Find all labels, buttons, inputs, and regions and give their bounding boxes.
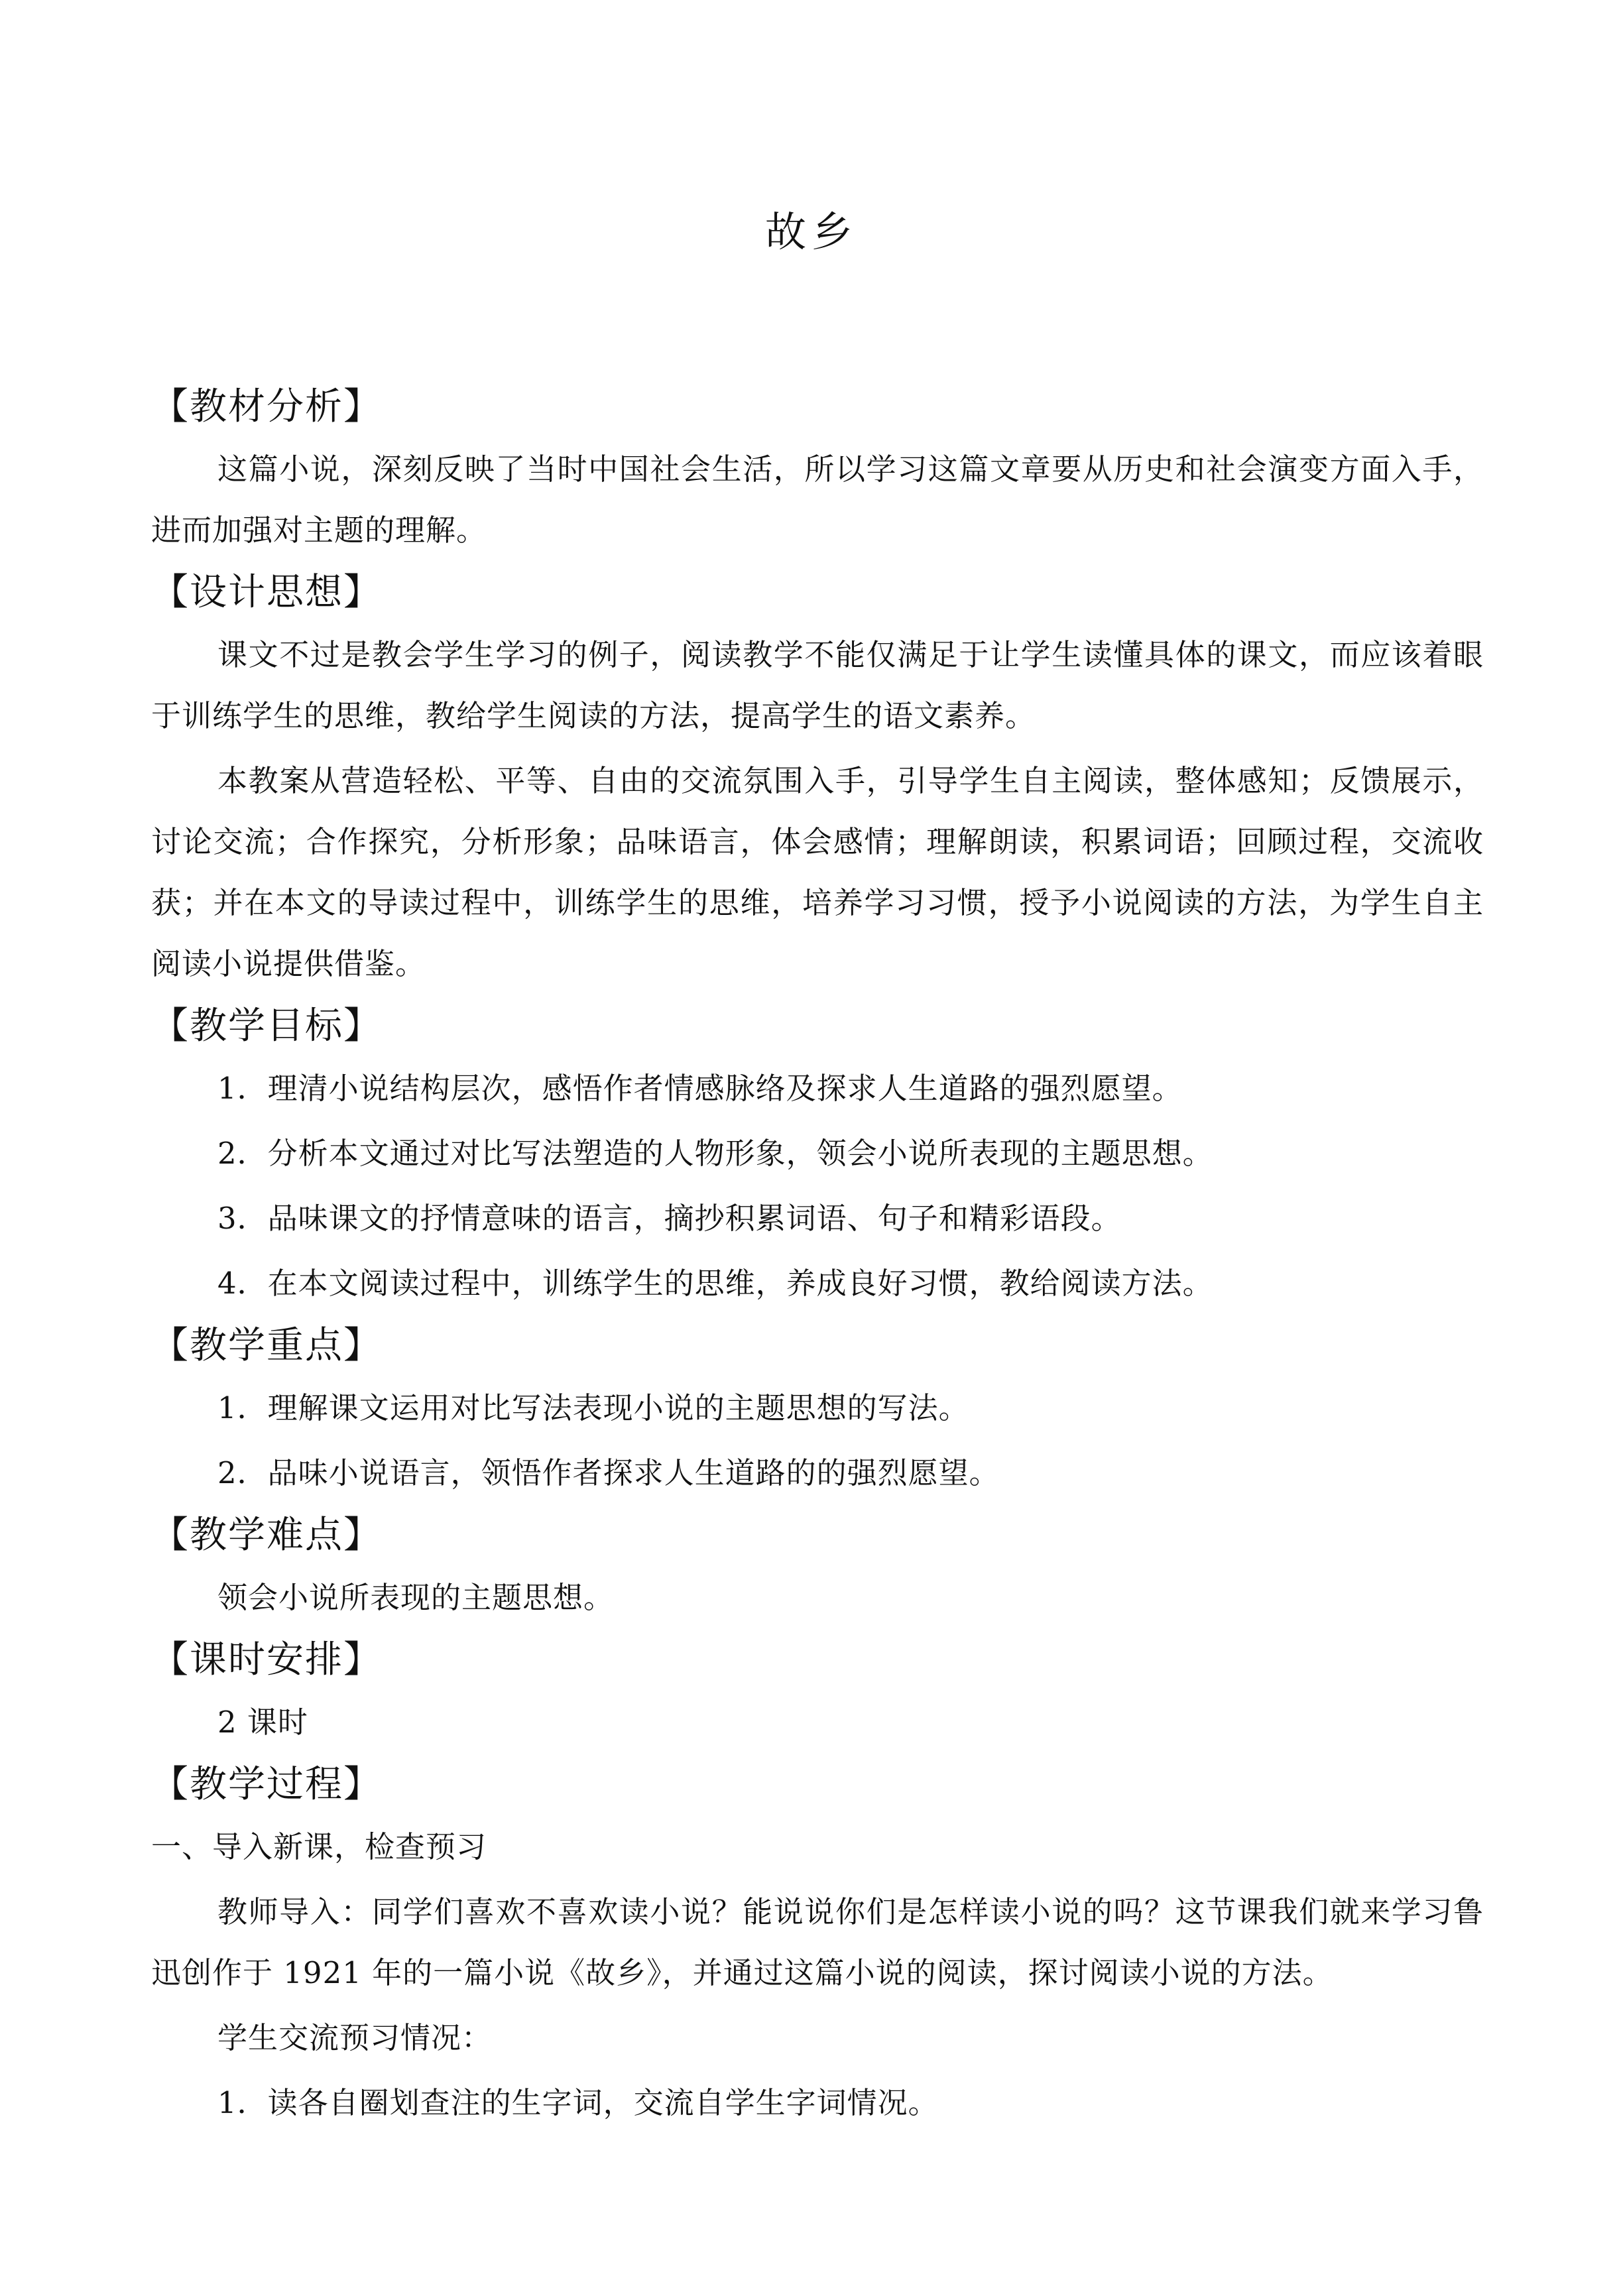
paragraph: 学生交流预习情况： [217,2020,493,2055]
paragraph: 本教案从营造轻松、平等、自由的交流氛围入手，引导学生自主阅读，整体感知；反馈展示，讨论交流；合作探究，分析形象；品味语言，体会感情；理解朗读，积累词语；回顾过程，交流收获；并在本文的导读过程中，训练学生的思维，培养学习习惯，授予小说阅读的方法，为学生自主阅读小说提供借鉴。 [151,763,1484,981]
section-goals [151,998,1484,1314]
section-schedule [151,1632,1484,1753]
section-heading: 【教学目标】 [151,1004,382,1048]
list-item: 1．理解课文运用对比写法表现小说的主题思想的写法。 [217,1390,969,1425]
section-key-points [151,1318,1484,1504]
paragraph: 这篇小说，深刻反映了当时中国社会生活，所以学习这篇文章要从历史和社会演变方面入手，进而加强对主题的理解。 [151,452,1484,548]
paragraph: 课文不过是教会学生学习的例子，阅读教学不能仅满足于让学生读懂具体的课文，而应该着眼于训练学生的思维，教给学生阅读的方法，提高学生的语文素养。 [151,637,1484,733]
section-heading: 【教学过程】 [151,1763,382,1806]
section-design-idea [151,565,1484,995]
section-textbook-analysis [151,379,1484,561]
section-difficulties [151,1508,1484,1628]
step-heading: 一、导入新课，检查预习 [151,1829,487,1864]
document-body [151,379,1484,2138]
paragraph: 2 课时 [217,1705,308,1740]
section-heading: 【课时安排】 [151,1638,382,1681]
list-item: 2．分析本文通过对比写法塑造的人物形象，领会小说所表现的主题思想。 [217,1136,1213,1171]
section-heading: 【设计思想】 [151,571,382,614]
document-title: 故乡 [764,208,858,256]
list-item: 1．读各自圈划查注的生字词，交流自学生字词情况。 [217,2085,939,2120]
list-item: 2．品味小说语言，领悟作者探求人生道路的的强烈愿望。 [217,1455,1000,1490]
list-item: 1．理清小说结构层次，感悟作者情感脉络及探求人生道路的强烈愿望。 [217,1071,1183,1106]
section-heading: 【教学重点】 [151,1324,382,1367]
list-item: 3．品味课文的抒情意味的语言，摘抄积累词语、句子和精彩语段。 [217,1201,1122,1236]
section-heading: 【教材分析】 [151,385,382,428]
paragraph: 教师导入：同学们喜欢不喜欢读小说？能说说你们是怎样读小说的吗？这节课我们就来学习鲁迅创作于 1921 年的一篇小说《故乡》，并通过这篇小说的阅读，探讨阅读小说的方法。 [151,1894,1484,1990]
section-process [151,1757,1484,2134]
paragraph: 领会小说所表现的主题思想。 [217,1580,615,1615]
list-item: 4．在本文阅读过程中，训练学生的思维，养成良好习惯，教给阅读方法。 [217,1266,1213,1301]
section-heading: 【教学难点】 [151,1514,382,1557]
